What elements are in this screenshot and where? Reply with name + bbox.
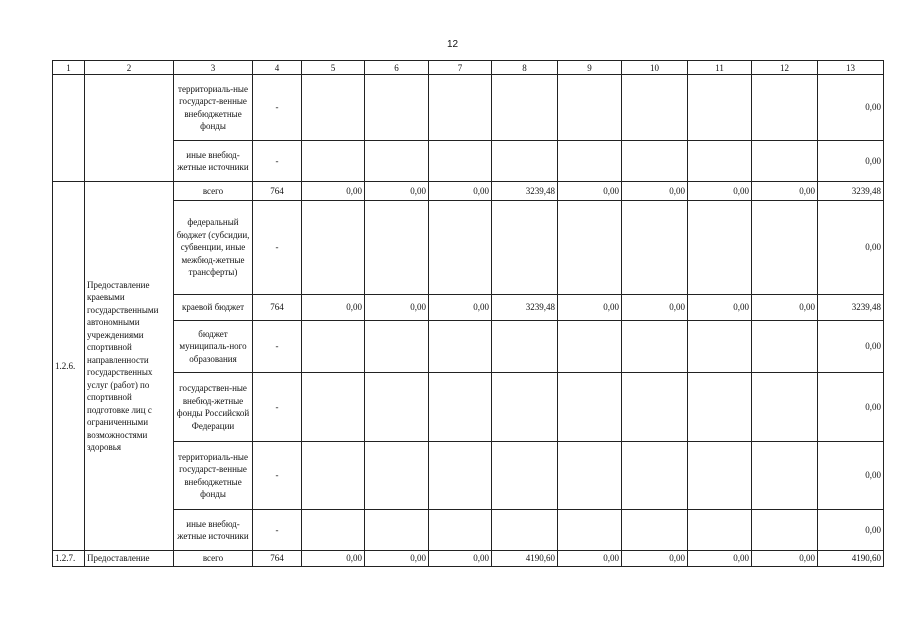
value-cell: 3239,48 xyxy=(492,295,558,321)
value-cell: 3239,48 xyxy=(492,182,558,201)
value-cell xyxy=(558,141,622,182)
total-cell: 0,00 xyxy=(818,510,884,551)
value-cell xyxy=(558,510,622,551)
value-cell: 0,00 xyxy=(302,551,365,567)
table-row xyxy=(53,510,884,551)
kbk-code: - xyxy=(253,510,302,551)
kbk-code: - xyxy=(253,373,302,442)
value-cell xyxy=(365,442,429,510)
funding-source: всего xyxy=(174,182,253,201)
column-number: 2 xyxy=(85,61,174,75)
section-name-empty xyxy=(85,75,174,182)
value-cell: 0,00 xyxy=(752,295,818,321)
table-row xyxy=(53,141,884,182)
value-cell xyxy=(429,510,492,551)
column-number: 1 xyxy=(53,61,85,75)
column-number: 4 xyxy=(253,61,302,75)
value-cell xyxy=(429,75,492,141)
total-cell: 0,00 xyxy=(818,201,884,295)
value-cell: 0,00 xyxy=(622,182,688,201)
value-cell xyxy=(365,321,429,373)
value-cell: 0,00 xyxy=(558,295,622,321)
total-cell: 3239,48 xyxy=(818,295,884,321)
value-cell xyxy=(688,321,752,373)
table-row xyxy=(53,295,884,321)
value-cell: 0,00 xyxy=(429,295,492,321)
value-cell xyxy=(302,201,365,295)
value-cell xyxy=(622,141,688,182)
value-cell: 0,00 xyxy=(752,182,818,201)
kbk-code: - xyxy=(253,75,302,141)
value-cell: 0,00 xyxy=(302,295,365,321)
funding-source: иные внебюд-жетные источники xyxy=(174,141,253,182)
kbk-code: 764 xyxy=(253,551,302,567)
value-cell xyxy=(622,373,688,442)
value-cell: 0,00 xyxy=(688,551,752,567)
value-cell xyxy=(492,141,558,182)
column-number: 6 xyxy=(365,61,429,75)
value-cell xyxy=(688,442,752,510)
funding-source: всего xyxy=(174,551,253,567)
budget-table xyxy=(52,60,884,567)
value-cell xyxy=(752,373,818,442)
value-cell xyxy=(622,321,688,373)
column-number: 11 xyxy=(688,61,752,75)
funding-source: бюджет муниципаль-ного образования xyxy=(174,321,253,373)
value-cell xyxy=(302,141,365,182)
column-number: 10 xyxy=(622,61,688,75)
section-name: Предоставление краевыми государственными автономными учреждениями спортивной направленности государственных услуг (работ) по спортивной подготовке лиц с ограниченными возможностями здоровья xyxy=(85,182,174,551)
value-cell xyxy=(492,510,558,551)
value-cell: 0,00 xyxy=(752,551,818,567)
value-cell xyxy=(752,201,818,295)
column-number: 7 xyxy=(429,61,492,75)
value-cell xyxy=(752,321,818,373)
funding-source: федеральный бюджет (субсидии, субвенции, иные межбюд-жетные трансферты) xyxy=(174,201,253,295)
value-cell xyxy=(558,373,622,442)
value-cell xyxy=(365,201,429,295)
value-cell xyxy=(688,510,752,551)
kbk-code: - xyxy=(253,201,302,295)
value-cell: 0,00 xyxy=(622,551,688,567)
value-cell xyxy=(429,373,492,442)
value-cell xyxy=(688,373,752,442)
value-cell xyxy=(622,442,688,510)
column-number: 9 xyxy=(558,61,622,75)
section-code: 1.2.7. xyxy=(53,551,85,567)
table-row xyxy=(53,182,884,201)
kbk-code: - xyxy=(253,321,302,373)
value-cell: 0,00 xyxy=(365,182,429,201)
value-cell xyxy=(688,201,752,295)
value-cell xyxy=(365,373,429,442)
value-cell xyxy=(752,510,818,551)
funding-source: иные внебюд-жетные источники xyxy=(174,510,253,551)
value-cell xyxy=(429,141,492,182)
value-cell xyxy=(558,321,622,373)
kbk-code: - xyxy=(253,141,302,182)
table-row xyxy=(53,551,884,567)
column-number: 5 xyxy=(302,61,365,75)
funding-source: краевой бюджет xyxy=(174,295,253,321)
section-code-empty xyxy=(53,75,85,182)
value-cell: 0,00 xyxy=(622,295,688,321)
value-cell xyxy=(429,201,492,295)
value-cell xyxy=(302,510,365,551)
value-cell xyxy=(365,141,429,182)
column-number: 13 xyxy=(818,61,884,75)
funding-source: территориаль-ные государст-венные внебюджетные фонды xyxy=(174,75,253,141)
value-cell xyxy=(752,141,818,182)
total-cell: 0,00 xyxy=(818,75,884,141)
total-cell: 4190,60 xyxy=(818,551,884,567)
section-code: 1.2.6. xyxy=(53,182,85,551)
value-cell xyxy=(492,75,558,141)
value-cell xyxy=(365,510,429,551)
value-cell xyxy=(622,201,688,295)
value-cell xyxy=(558,442,622,510)
value-cell: 0,00 xyxy=(302,182,365,201)
total-cell: 0,00 xyxy=(818,141,884,182)
value-cell xyxy=(429,442,492,510)
value-cell xyxy=(302,321,365,373)
value-cell: 0,00 xyxy=(558,182,622,201)
value-cell: 0,00 xyxy=(688,182,752,201)
value-cell: 0,00 xyxy=(558,551,622,567)
value-cell xyxy=(492,442,558,510)
value-cell xyxy=(492,321,558,373)
table-row xyxy=(53,373,884,442)
value-cell xyxy=(302,442,365,510)
funding-source: территориаль-ные государст-венные внебюджетные фонды xyxy=(174,442,253,510)
total-cell: 0,00 xyxy=(818,321,884,373)
section-name: Предоставление xyxy=(85,551,174,567)
total-cell: 3239,48 xyxy=(818,182,884,201)
value-cell xyxy=(492,201,558,295)
value-cell xyxy=(558,75,622,141)
value-cell: 4190,60 xyxy=(492,551,558,567)
table-row xyxy=(53,321,884,373)
column-number: 12 xyxy=(752,61,818,75)
value-cell xyxy=(302,75,365,141)
kbk-code: 764 xyxy=(253,295,302,321)
value-cell: 0,00 xyxy=(365,295,429,321)
table-row xyxy=(53,75,884,141)
column-number: 3 xyxy=(174,61,253,75)
value-cell: 0,00 xyxy=(365,551,429,567)
value-cell xyxy=(365,75,429,141)
total-cell: 0,00 xyxy=(818,442,884,510)
value-cell xyxy=(429,321,492,373)
page-number: 12 xyxy=(446,39,459,50)
column-number: 8 xyxy=(492,61,558,75)
value-cell xyxy=(622,75,688,141)
value-cell: 0,00 xyxy=(429,551,492,567)
value-cell: 0,00 xyxy=(429,182,492,201)
kbk-code: 764 xyxy=(253,182,302,201)
table-row xyxy=(53,442,884,510)
value-cell xyxy=(622,510,688,551)
value-cell xyxy=(752,442,818,510)
value-cell xyxy=(558,201,622,295)
value-cell xyxy=(492,373,558,442)
kbk-code: - xyxy=(253,442,302,510)
table-row xyxy=(53,201,884,295)
funding-source: государствен-ные внебюд-жетные фонды Российской Федерации xyxy=(174,373,253,442)
value-cell xyxy=(302,373,365,442)
total-cell: 0,00 xyxy=(818,373,884,442)
value-cell xyxy=(752,75,818,141)
value-cell: 0,00 xyxy=(688,295,752,321)
value-cell xyxy=(688,75,752,141)
value-cell xyxy=(688,141,752,182)
column-number-row xyxy=(53,61,884,75)
